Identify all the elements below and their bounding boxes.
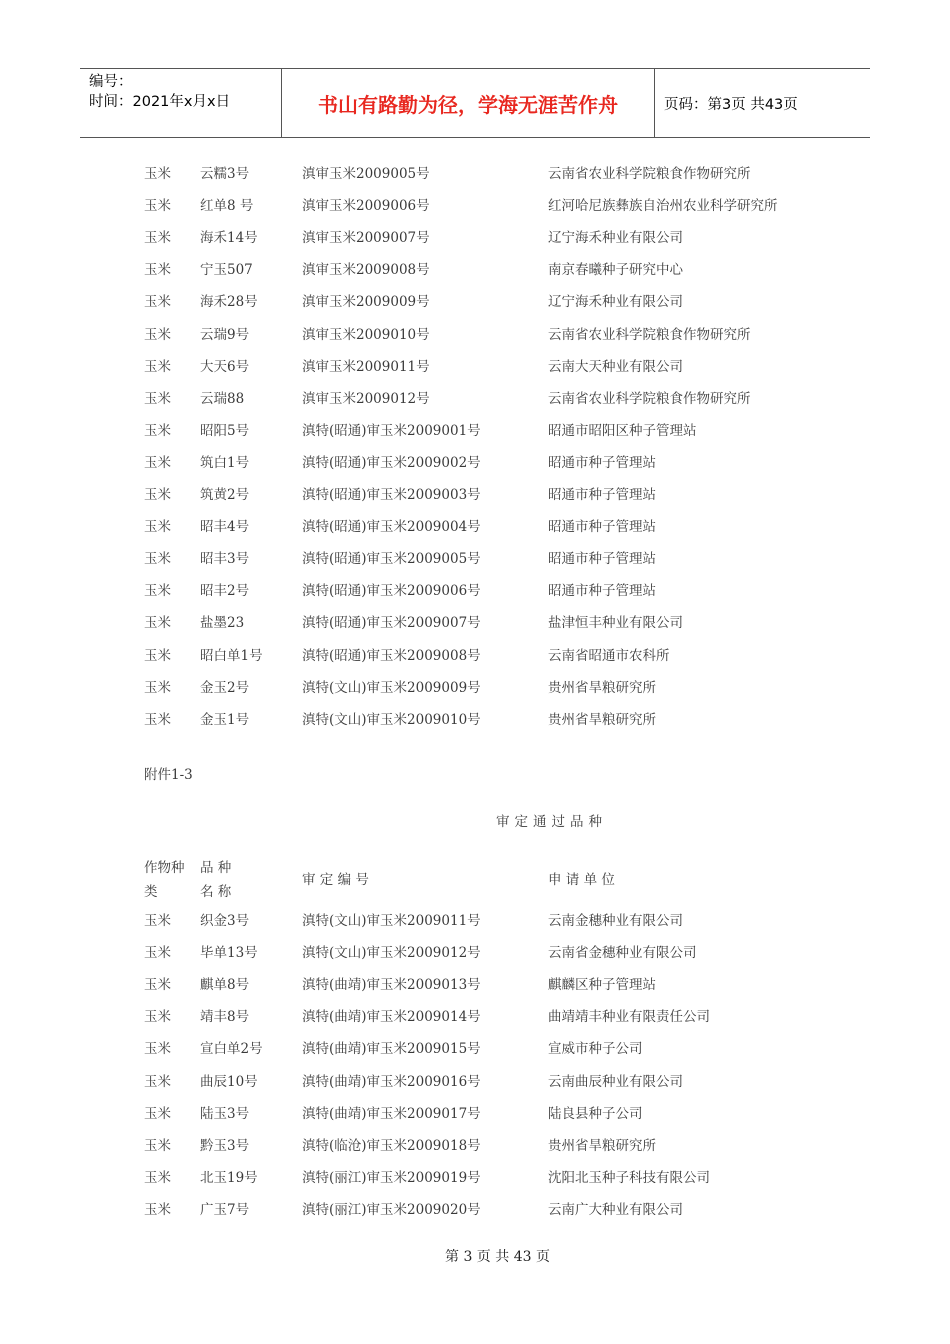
table-row <box>0 1168 950 1188</box>
variety-cell: 筑白1号 <box>200 454 250 471</box>
applicant-cell: 盐津恒丰种业有限公司 <box>548 615 683 632</box>
crop-cell: 玉米 <box>144 1137 171 1154</box>
crop-cell: 玉米 <box>144 913 171 929</box>
approval-number-cell: 滇审玉米2009006号 <box>302 198 430 215</box>
header-left-block <box>89 72 281 112</box>
variety-cell: 织金3号 <box>200 913 250 929</box>
table-row <box>0 325 950 345</box>
variety-cell: 昭丰4号 <box>200 519 250 536</box>
crop-cell: 玉米 <box>144 519 171 536</box>
variety-cell: 昭丰2号 <box>200 583 250 600</box>
crop-cell: 玉米 <box>144 454 171 471</box>
column-header-crop: 作物种 类 <box>144 860 185 900</box>
approval-number-cell: 滇特(昭通)审玉米2009002号 <box>302 454 481 471</box>
approval-number-cell: 滇审玉米2009009号 <box>302 294 430 311</box>
doc-number-label: 编号： <box>89 74 133 90</box>
crop-cell: 玉米 <box>144 422 171 439</box>
crop-cell: 玉米 <box>144 945 171 962</box>
crop-cell: 玉米 <box>144 166 171 182</box>
table-row <box>0 421 950 441</box>
variety-cell: 麒单8号 <box>200 977 250 994</box>
applicant-cell: 昭通市种子管理站 <box>548 519 656 536</box>
applicant-cell: 云南省农业科学院粮食作物研究所 <box>548 166 751 182</box>
variety-cell: 宣白单2号 <box>200 1041 263 1058</box>
page-footer: 第 3 页 共 43 页 <box>445 1249 550 1265</box>
approval-number-cell: 滇审玉米2009005号 <box>302 166 430 182</box>
applicant-cell: 麒麟区种子管理站 <box>548 977 656 994</box>
approval-number-cell: 滇特(丽江)审玉米2009020号 <box>302 1201 481 1218</box>
crop-cell: 玉米 <box>144 358 171 375</box>
table-row <box>0 613 950 633</box>
table-row <box>0 1104 950 1124</box>
approval-number-cell: 滇审玉米2009011号 <box>302 358 430 375</box>
variety-cell: 黔玉3号 <box>200 1137 250 1154</box>
crop-cell: 玉米 <box>144 1169 171 1186</box>
table-row <box>0 678 950 698</box>
table-row <box>0 164 950 184</box>
variety-cell: 广玉7号 <box>200 1201 250 1218</box>
approval-number-cell: 滇审玉米2009010号 <box>302 326 430 343</box>
table-row <box>0 975 950 995</box>
approval-number-cell: 滇特(昭通)审玉米2009005号 <box>302 551 481 568</box>
header-page-info: 页码：第3页 共43页 <box>664 96 798 113</box>
table-row <box>0 1136 950 1156</box>
column-header-applicant: 申 请 单 位 <box>548 872 615 888</box>
table-row <box>0 549 950 569</box>
applicant-cell: 昭通市种子管理站 <box>548 583 656 600</box>
applicant-cell: 云南曲辰种业有限公司 <box>548 1073 683 1090</box>
table-row <box>0 292 950 312</box>
column-header-approval: 审 定 编 号 <box>302 872 369 888</box>
crop-cell: 玉米 <box>144 1041 171 1058</box>
annex-label: 附件1-3 <box>144 767 193 783</box>
crop-cell: 玉米 <box>144 679 171 696</box>
table-title: 审定通过品种 <box>496 814 607 830</box>
header-divider <box>654 69 655 137</box>
approval-number-cell: 滇特(文山)审玉米2009011号 <box>302 913 481 929</box>
page-header <box>80 68 870 138</box>
approval-number-cell: 滇特(文山)审玉米2009010号 <box>302 711 481 728</box>
table-row <box>0 517 950 537</box>
crop-cell: 玉米 <box>144 1105 171 1122</box>
applicant-cell: 云南广大种业有限公司 <box>548 1201 683 1218</box>
table-row <box>0 1007 950 1027</box>
variety-cell: 昭白单1号 <box>200 647 263 664</box>
applicant-cell: 贵州省旱粮研究所 <box>548 711 656 728</box>
crop-cell: 玉米 <box>144 615 171 632</box>
variety-cell: 宁玉507 <box>200 262 253 279</box>
approval-number-cell: 滇特(曲靖)审玉米2009014号 <box>302 1009 481 1026</box>
applicant-cell: 陆良县种子公司 <box>548 1105 643 1122</box>
column-header-variety: 品 种 名 称 <box>200 860 232 900</box>
applicant-cell: 曲靖靖丰种业有限责任公司 <box>548 1009 710 1026</box>
approval-number-cell: 滇特(昭通)审玉米2009004号 <box>302 519 481 536</box>
table-row <box>0 646 950 666</box>
approval-number-cell: 滇特(曲靖)审玉米2009015号 <box>302 1041 481 1058</box>
table-row <box>0 228 950 248</box>
applicant-cell: 云南省昭通市农科所 <box>548 647 670 664</box>
table-row <box>0 943 950 963</box>
variety-cell: 毕单13号 <box>200 945 258 962</box>
table-row <box>0 196 950 216</box>
crop-cell: 玉米 <box>144 583 171 600</box>
applicant-cell: 昭通市种子管理站 <box>548 487 656 503</box>
variety-cell: 海禾14号 <box>200 230 258 247</box>
variety-cell: 云糯3号 <box>200 166 250 182</box>
variety-cell: 昭丰3号 <box>200 551 250 568</box>
table-row <box>0 453 950 473</box>
variety-cell: 大天6号 <box>200 358 250 375</box>
variety-cell: 红单8 号 <box>200 198 254 215</box>
variety-cell: 金玉1号 <box>200 711 250 728</box>
applicant-cell: 辽宁海禾种业有限公司 <box>548 230 683 247</box>
approval-number-cell: 滇特(昭通)审玉米2009001号 <box>302 422 481 439</box>
variety-cell: 盐墨23 <box>200 615 245 632</box>
crop-cell: 玉米 <box>144 977 171 994</box>
table-row <box>0 1039 950 1059</box>
variety-cell: 金玉2号 <box>200 679 250 696</box>
approval-number-cell: 滇特(曲靖)审玉米2009016号 <box>302 1073 481 1090</box>
approval-number-cell: 滇特(丽江)审玉米2009019号 <box>302 1169 481 1186</box>
applicant-cell: 辽宁海禾种业有限公司 <box>548 294 683 311</box>
table-row <box>0 581 950 601</box>
table-row <box>0 389 950 409</box>
header-motto: 书山有路勤为径，学海无涯苦作舟 <box>318 92 618 117</box>
applicant-cell: 云南省金穗种业有限公司 <box>548 945 697 962</box>
variety-cell: 昭阳5号 <box>200 422 250 439</box>
applicant-cell: 昭通市昭阳区种子管理站 <box>548 422 697 439</box>
approval-number-cell: 滇特(曲靖)审玉米2009013号 <box>302 977 481 994</box>
applicant-cell: 云南省农业科学院粮食作物研究所 <box>548 390 751 407</box>
table-row <box>0 260 950 280</box>
variety-cell: 筑黄2号 <box>200 487 250 503</box>
approval-number-cell: 滇审玉米2009008号 <box>302 262 430 279</box>
crop-cell: 玉米 <box>144 1201 171 1218</box>
applicant-cell: 沈阳北玉种子科技有限公司 <box>548 1169 710 1186</box>
variety-cell: 曲辰10号 <box>200 1073 258 1090</box>
crop-cell: 玉米 <box>144 294 171 311</box>
crop-cell: 玉米 <box>144 647 171 664</box>
crop-cell: 玉米 <box>144 1073 171 1090</box>
table-row <box>0 1072 950 1092</box>
crop-cell: 玉米 <box>144 487 171 503</box>
approval-number-cell: 滇特(临沧)审玉米2009018号 <box>302 1137 481 1154</box>
crop-cell: 玉米 <box>144 551 171 568</box>
variety-cell: 陆玉3号 <box>200 1105 250 1122</box>
approval-number-cell: 滇特(昭通)审玉米2009006号 <box>302 583 481 600</box>
variety-cell: 海禾28号 <box>200 294 258 311</box>
variety-cell: 北玉19号 <box>200 1169 258 1186</box>
approval-number-cell: 滇审玉米2009012号 <box>302 390 430 407</box>
applicant-cell: 云南省农业科学院粮食作物研究所 <box>548 326 751 343</box>
table-row <box>0 911 950 931</box>
variety-cell: 云瑞9号 <box>200 326 250 343</box>
approval-number-cell: 滇审玉米2009007号 <box>302 230 430 247</box>
applicant-cell: 贵州省旱粮研究所 <box>548 679 656 696</box>
variety-cell: 云瑞88 <box>200 390 245 407</box>
crop-cell: 玉米 <box>144 326 171 343</box>
approval-number-cell: 滇特(昭通)审玉米2009008号 <box>302 647 481 664</box>
applicant-cell: 宣威市种子公司 <box>548 1041 643 1058</box>
applicant-cell: 昭通市种子管理站 <box>548 551 656 568</box>
applicant-cell: 红河哈尼族彝族自治州农业科学研究所 <box>548 198 778 215</box>
crop-cell: 玉米 <box>144 390 171 407</box>
table-row <box>0 710 950 730</box>
applicant-cell: 云南大天种业有限公司 <box>548 358 683 375</box>
approval-number-cell: 滇特(文山)审玉米2009009号 <box>302 679 481 696</box>
applicant-cell: 昭通市种子管理站 <box>548 454 656 471</box>
approval-number-cell: 滇特(昭通)审玉米2009007号 <box>302 615 481 632</box>
approval-number-cell: 滇特(昭通)审玉米2009003号 <box>302 487 481 503</box>
crop-cell: 玉米 <box>144 711 171 728</box>
crop-cell: 玉米 <box>144 1009 171 1026</box>
date-label: 时间：2021年x月x日 <box>89 94 231 110</box>
applicant-cell: 云南金穗种业有限公司 <box>548 913 683 929</box>
approval-number-cell: 滇特(文山)审玉米2009012号 <box>302 945 481 962</box>
applicant-cell: 南京春曦种子研究中心 <box>548 262 683 279</box>
table-row <box>0 485 950 505</box>
approval-number-cell: 滇特(曲靖)审玉米2009017号 <box>302 1105 481 1122</box>
crop-cell: 玉米 <box>144 262 171 279</box>
table-row <box>0 357 950 377</box>
applicant-cell: 贵州省旱粮研究所 <box>548 1137 656 1154</box>
variety-cell: 靖丰8号 <box>200 1009 250 1026</box>
crop-cell: 玉米 <box>144 230 171 247</box>
crop-cell: 玉米 <box>144 198 171 215</box>
table-row <box>0 1200 950 1220</box>
